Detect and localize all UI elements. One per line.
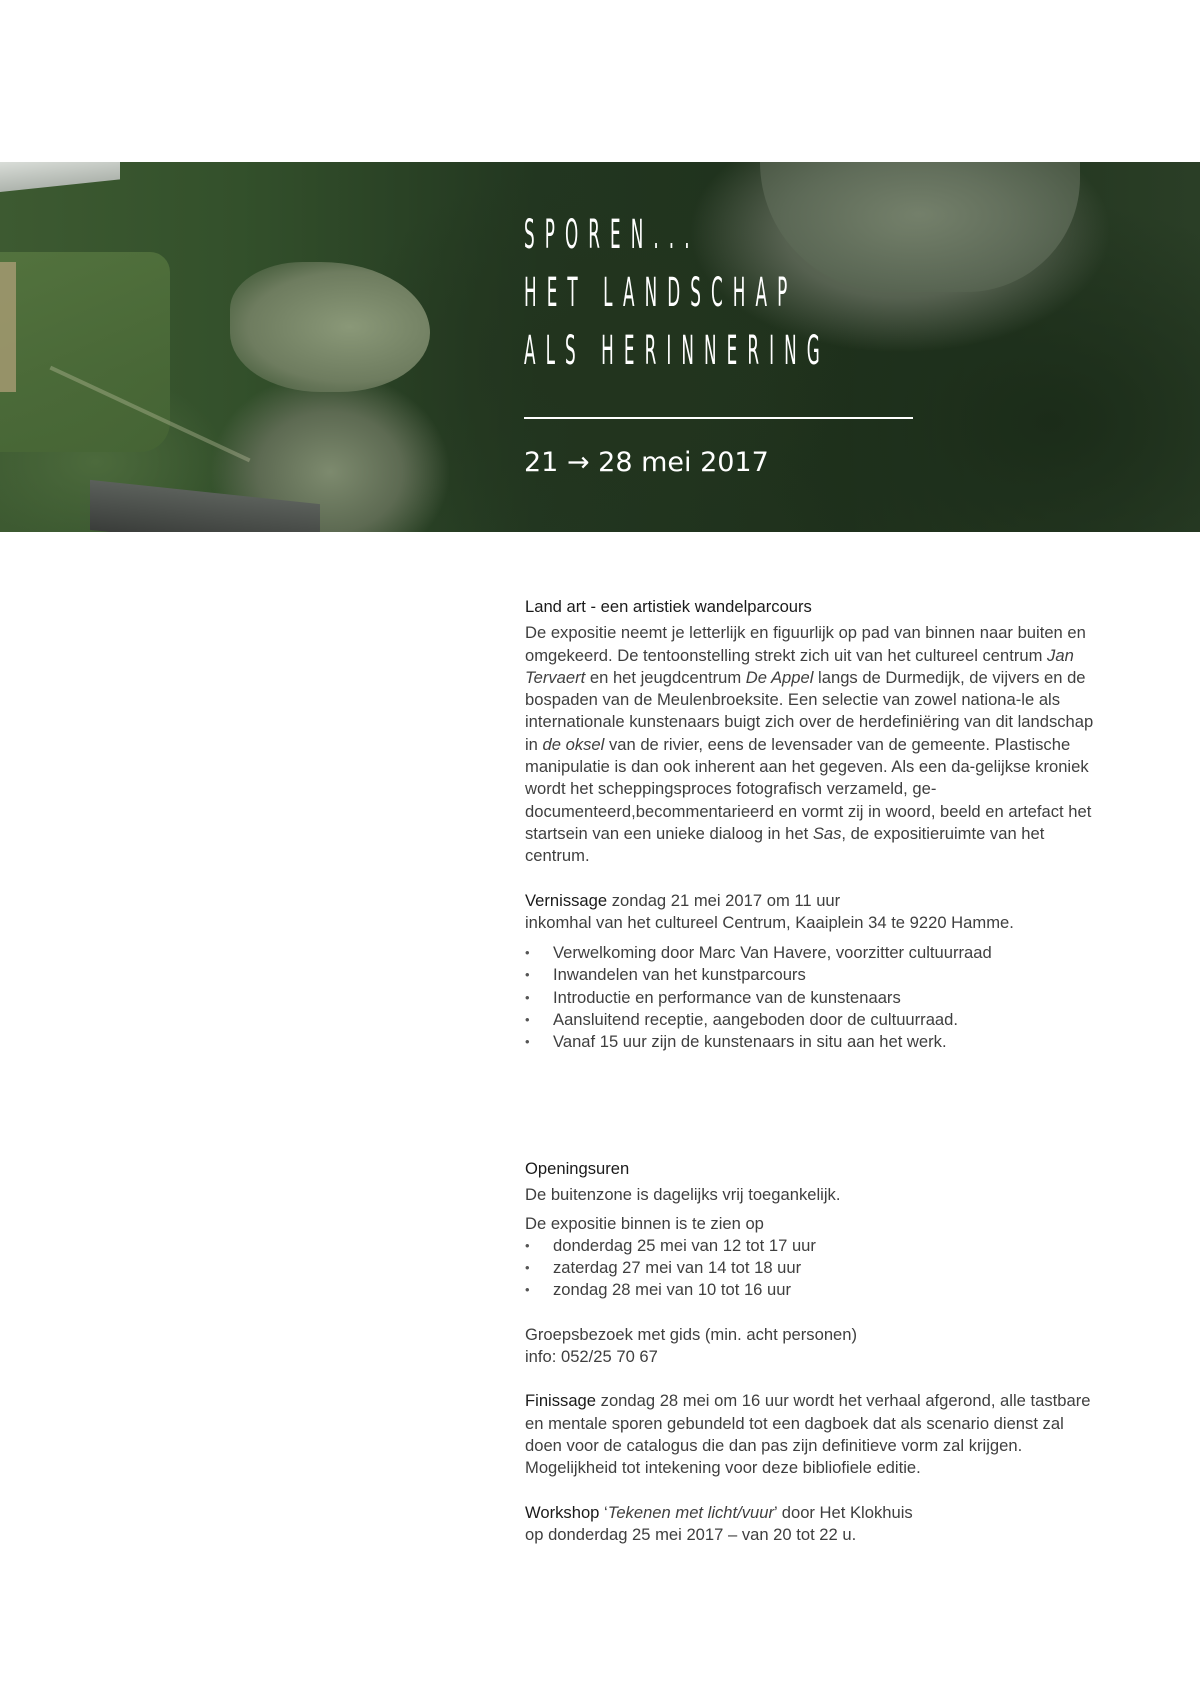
workshop-date: op donderdag 25 mei 2017 – van 20 tot 22 u.	[525, 1524, 857, 1544]
aerial-roof	[0, 162, 120, 192]
openingsuren-list	[525, 1235, 1100, 1302]
text-run: en het jeugdcentrum	[585, 667, 746, 687]
group-visit: Groepsbezoek met gids (min. acht personen)	[525, 1324, 858, 1344]
openingsuren-indoor: De expositie binnen is te zien op	[525, 1213, 764, 1233]
vernissage-date: zondag 21 mei 2017 om 11 uur	[607, 890, 841, 910]
emphasis: de oksel	[542, 734, 605, 754]
openingsuren-heading: Openingsuren	[525, 1159, 630, 1178]
hero-title-line: HET LANDSCHAP	[524, 270, 798, 316]
hero-title-line: SPOREN...	[524, 212, 700, 258]
intro-heading: Land art - een artistiek wandelparcours	[525, 597, 812, 616]
text-run: De expositie neemt je letterlijk en figuurlijk op pad van binnen naar buiten en omgekeerd. De tentoonstelling strekt zich uit van het cultureel centrum	[525, 623, 1086, 665]
vernissage-program	[525, 942, 1100, 1053]
text-run: , de expositieruimte van het centrum.	[525, 823, 1045, 866]
vernissage-line	[525, 890, 1100, 912]
hero-title	[524, 206, 830, 380]
finissage-paragraph	[525, 1390, 1100, 1479]
workshop-title: Tekenen met licht/vuur	[607, 1502, 775, 1522]
hero-divider	[524, 417, 913, 419]
text-run: langs de Durmedijk, de vijvers en de bospaden van de Meulenbroeksite. Een selectie van zowel nationa-le als internationale kunstenaars buigt zich over de herdefiniëring van dit landschap in	[525, 667, 1094, 754]
list-item: • zondag 28 mei van 10 tot 16 uur	[525, 1279, 1100, 1301]
list-item: • Inwandelen van het kunstparcours	[525, 964, 1100, 986]
finissage-label: Finissage	[525, 1391, 597, 1411]
list-item: • donderdag 25 mei van 12 tot 17 uur	[525, 1235, 1100, 1257]
workshop-label: Workshop	[525, 1502, 600, 1522]
list-item: • Verwelkoming door Marc Van Havere, voorzitter cultuurraad	[525, 942, 1100, 964]
text-run: ‘	[599, 1502, 608, 1522]
finissage-text: zondag 28 mei om 16 uur wordt het verhaal afgerond, alle tastbare en mentale sporen gebundeld tot een dagboek dat als scenario dienst zal doen voor de catalogus die dan pas zijn definitieve vorm zal krijgen. Mogelijkheid tot intekening voor deze bibliofiele editie.	[525, 1391, 1091, 1478]
workshop-line	[525, 1502, 1100, 1524]
list-item: • Introductie en performance van de kunstenaars	[525, 987, 1100, 1009]
aerial-field	[0, 252, 170, 452]
emphasis: Sas	[812, 823, 842, 843]
hero-date: 21 → 28 mei 2017	[524, 447, 769, 478]
workshop-host: door Het Klokhuis	[777, 1502, 913, 1522]
group-info: info: 052/25 70 67	[525, 1347, 658, 1367]
list-item: • zaterdag 27 mei van 14 tot 18 uur	[525, 1257, 1100, 1279]
hero-banner	[0, 162, 1200, 532]
list-item: • Vanaf 15 uur zijn de kunstenaars in situ aan het werk.	[525, 1031, 1100, 1053]
intro-section	[525, 596, 1100, 1054]
list-item: • Aansluitend receptie, aangeboden door de cultuurraad.	[525, 1009, 1100, 1031]
vernissage-location: inkomhal van het cultureel Centrum, Kaaiplein 34 te 9220 Hamme.	[525, 912, 1014, 932]
vernissage-label: Vernissage	[525, 890, 608, 910]
intro-paragraph	[525, 622, 1100, 867]
emphasis: Jan Tervaert	[525, 645, 1074, 687]
openingsuren-section	[525, 1158, 1100, 1546]
text-run: ’	[774, 1502, 778, 1522]
openingsuren-outdoor: De buitenzone is dagelijks vrij toegankelijk.	[525, 1185, 841, 1205]
text-run: van de rivier, eens de levensader van de gemeente. Plastische manipulatie is dan ook inherent aan het gegeven. Als een da-gelijkse kroniek wordt het scheppingsproces fotografisch verzameld, ge-documenteerd,becommentarieerd en vormt zij in woord, beeld en artefact het startsein van een unieke dialoog in het	[525, 734, 1092, 843]
hero-title-line: ALS HERINNERING	[524, 328, 830, 374]
aerial-building	[90, 480, 320, 532]
emphasis: De Appel	[745, 667, 814, 687]
aerial-meadow	[230, 262, 430, 392]
aerial-sand	[0, 262, 16, 392]
